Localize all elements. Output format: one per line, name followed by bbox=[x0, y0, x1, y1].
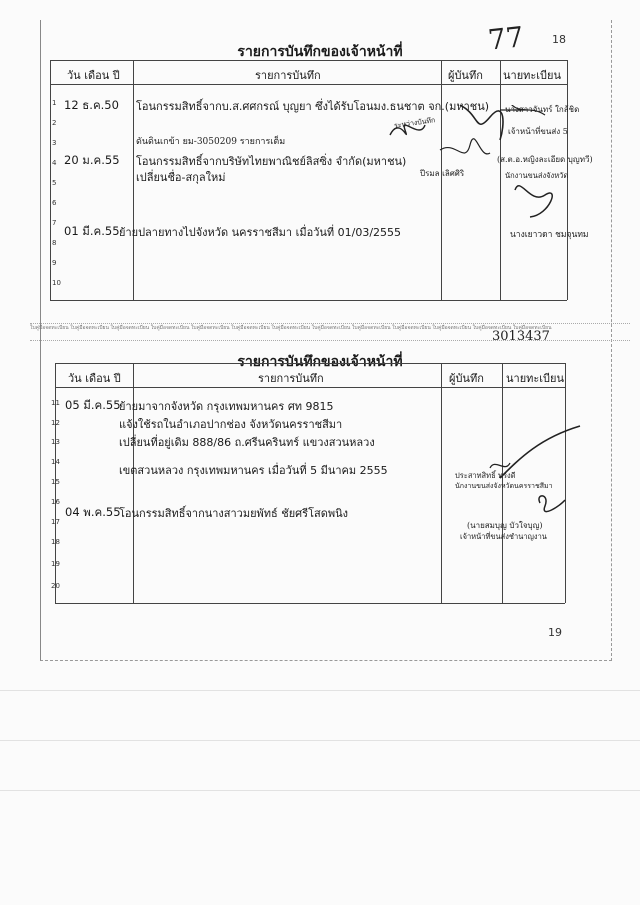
entry-text: แจ้งใช้รถในอำเภอปากช่อง จังหวัดนครราชสีมา bbox=[119, 418, 343, 431]
s1-header-date: วัน เดือน ปี bbox=[67, 69, 120, 82]
recorder-stamp: ประสาทสิทธิ์ ทรงดี bbox=[455, 471, 516, 480]
s1-header-registrar: นายทะเบียน bbox=[503, 69, 562, 82]
s1-header-top-line bbox=[50, 60, 567, 61]
registrar-stamp: นักงานขนส่งจังหวัด bbox=[505, 171, 569, 180]
entry-date: 01 มี.ค.55 bbox=[64, 224, 120, 238]
row-number: 3 bbox=[52, 139, 57, 147]
entry-text: เขตสวนหลวง กรุงเทพมหานคร เมื่อวันที่ 5 มีนาคม 2555 bbox=[119, 464, 388, 477]
row-number: 9 bbox=[52, 259, 57, 267]
top-page-number: 18 bbox=[552, 33, 566, 46]
faint-line bbox=[0, 790, 640, 791]
section1-title: รายการบันทึกของเจ้าหน้าที่ bbox=[237, 44, 403, 60]
s2-header-date: วัน เดือน ปี bbox=[68, 372, 121, 385]
entry-text: โอนกรรมสิทธิ์จากบริษัทไทยพาณิชย์ลิสซิ่ง จำกัด(มหาชน) bbox=[136, 155, 407, 168]
row-number: 18 bbox=[51, 538, 60, 546]
s2-bottom-line bbox=[55, 603, 565, 604]
row-number: 5 bbox=[52, 179, 57, 187]
row-number: 2 bbox=[52, 119, 57, 127]
entry-date: 20 ม.ค.55 bbox=[64, 153, 120, 167]
row-number: 13 bbox=[51, 438, 60, 446]
registrar-stamp: นักงานขนส่งจังหวัดนครราชสีมา bbox=[455, 482, 553, 490]
row-number: 14 bbox=[51, 458, 60, 466]
s2-col-line bbox=[441, 363, 442, 603]
registrar-stamp: (นายสมบุญ บัวใจบุญ) bbox=[467, 521, 543, 530]
entry-date: 04 พ.ค.55 bbox=[65, 505, 121, 519]
handwritten-mark: 77 bbox=[486, 20, 526, 57]
serial-number: 3013437 bbox=[492, 329, 550, 344]
registrar-stamp: นางเยาวดา ชมจุนทม bbox=[510, 230, 589, 240]
signature-scribbles bbox=[480, 418, 600, 518]
entry-text: ย้ายปลายทางไปจังหวัด นครราชสีมา เมื่อวันที่ 01/03/2555 bbox=[119, 226, 402, 239]
entry-text: ย้ายมาจากจังหวัด กรุงเทพมหานคร ศท 9815 bbox=[119, 400, 334, 413]
row-number: 20 bbox=[51, 582, 60, 590]
entry-date: 05 มี.ค.55 bbox=[65, 398, 121, 412]
s1-col-line bbox=[133, 60, 134, 300]
entry-text: เปลี่ยนชื่อ-สกุลใหม่ bbox=[136, 171, 226, 184]
row-number: 15 bbox=[51, 478, 60, 486]
row-number: 7 bbox=[52, 219, 57, 227]
row-number: 1 bbox=[52, 99, 57, 107]
row-number: 6 bbox=[52, 199, 57, 207]
registrar-stamp: นางสาวจันทร์ ใกล้ชิด bbox=[505, 105, 580, 114]
separator-strip: ใบคู่มือจดทะเบียน ใบคู่มือจดทะเบียน ใบคู่มือจดทะเบียน ใบคู่มือจดทะเบียน ใบคู่มือจดทะเบียน ใบคู่มือจดทะเบียน ใบคู่มือจดทะเบียน ใบคู่มือจดทะเบียน ใบคู่มือจดทะเบียน ใบคู่มือจดทะเบียน ใบคู่มือจดทะเบียน ใบคู่มือจดทะเบียน ใบคู่มือจดทะเบียน bbox=[30, 323, 630, 341]
row-number: 10 bbox=[52, 279, 61, 287]
s2-header-top-line bbox=[55, 363, 565, 364]
entry-text: โอนกรรมสิทธิ์จากนางสาวมยพัทธ์ ชัยศรีโสดพนิง bbox=[119, 507, 348, 520]
row-number: 16 bbox=[51, 498, 60, 506]
s1-col-line bbox=[50, 60, 51, 300]
s2-header-registrar: นายทะเบียน bbox=[506, 372, 565, 385]
registrar-stamp: เจ้าหน้าที่ขนส่ง 5 bbox=[508, 127, 568, 136]
s1-header-recorder: ผู้บันทึก bbox=[448, 69, 483, 82]
signature-scribbles bbox=[380, 105, 560, 235]
row-number: 17 bbox=[51, 518, 60, 526]
s1-header-items: รายการบันทึก bbox=[255, 69, 321, 82]
bottom-page-number: 19 bbox=[548, 626, 562, 639]
entry-text: เปลี่ยนที่อยู่เดิม 888/86 ถ.ศรีนครินทร์ แขวงสวนหลวง bbox=[119, 436, 375, 449]
row-number: 19 bbox=[51, 560, 60, 568]
entry-date: 12 ธ.ค.50 bbox=[64, 98, 119, 112]
s1-header-bottom-line bbox=[50, 84, 567, 85]
section2-title: รายการบันทึกของเจ้าหน้าที่ bbox=[237, 354, 403, 370]
entry-text: ดันดินเกข้า ยม-3050209 รายการเต็ม bbox=[136, 137, 286, 147]
s2-header-recorder: ผู้บันทึก bbox=[449, 372, 484, 385]
s2-header-items: รายการบันทึก bbox=[258, 372, 324, 385]
registrar-stamp: เจ้าหน้าที่ขนส่งชำนาญงาน bbox=[460, 532, 547, 541]
row-number: 4 bbox=[52, 159, 57, 167]
s2-header-bottom-line bbox=[55, 387, 565, 388]
row-number: 12 bbox=[51, 419, 60, 427]
faint-line bbox=[0, 740, 640, 741]
faint-line bbox=[0, 690, 640, 691]
row-number: 11 bbox=[51, 399, 60, 407]
registrar-stamp: (ส.ต.อ.หญิงละเอียด บุญทวี) bbox=[497, 155, 593, 164]
entry-text: โอนกรรมสิทธิ์จากบ.ส.ศศกรณ์ บุญยา ซึ่งได้รับโอนมง.ธนชาต จก.(มหาชน) bbox=[136, 100, 490, 113]
recorder-stamp: ปีรมล เลิศศิริ bbox=[420, 169, 465, 178]
row-number: 8 bbox=[52, 239, 57, 247]
recorder-stamp: ระหว่างบันทึก bbox=[393, 116, 436, 130]
s1-bottom-line bbox=[50, 300, 567, 301]
